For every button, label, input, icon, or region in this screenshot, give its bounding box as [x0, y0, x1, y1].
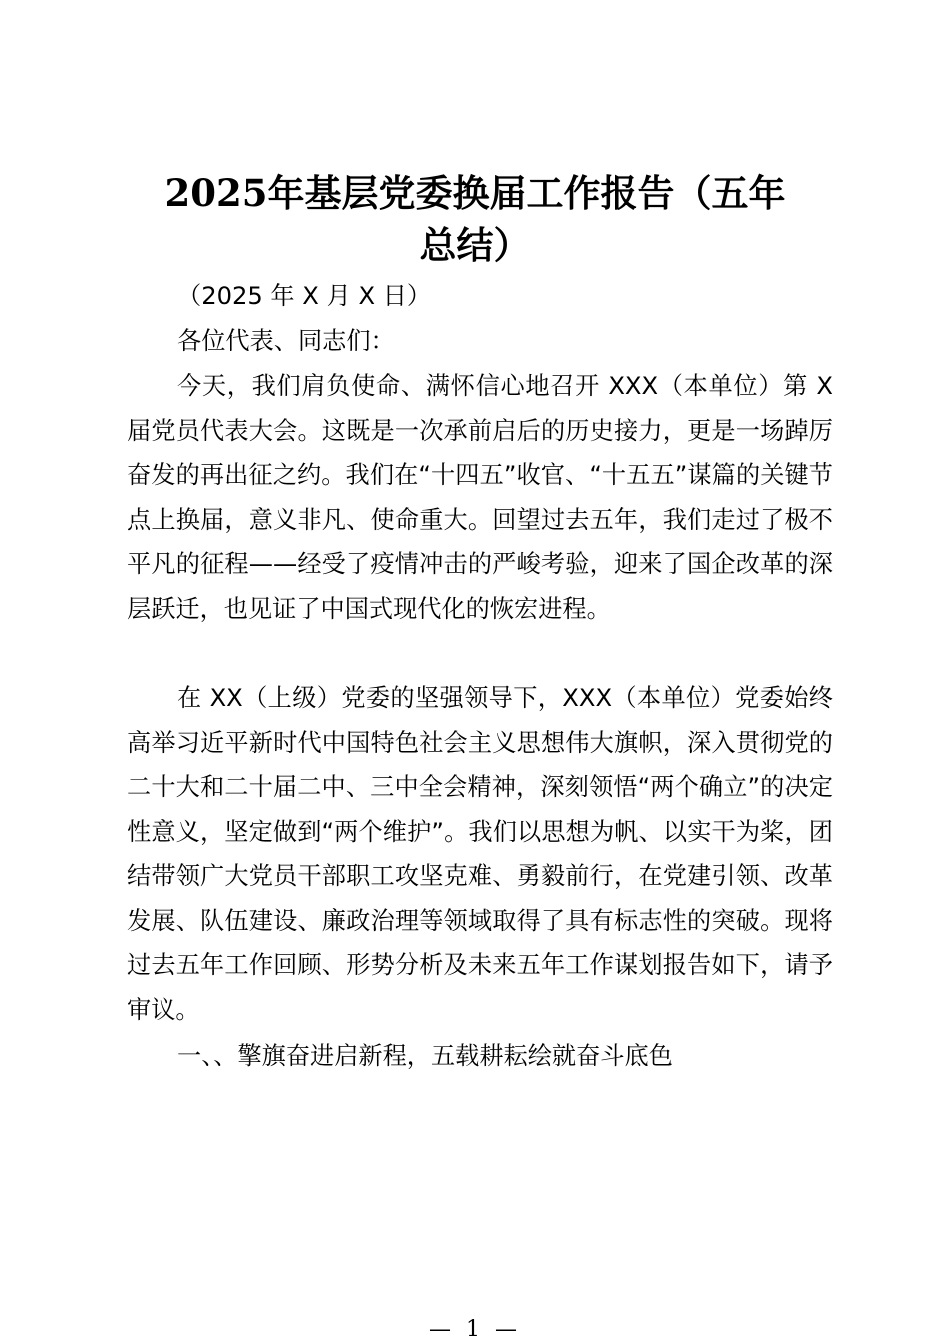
page-number: — 1 — [429, 1317, 521, 1342]
greeting: 各位代表、同志们： [177, 327, 395, 355]
report-date: （2025 年 X 月 X 日） [177, 282, 432, 310]
document-title-line2: 总结） [419, 223, 531, 267]
document-title-line1: 2025年基层党委换届工作报告（五年 [164, 171, 786, 215]
paragraph-leadership: 在 XX（上级）党委的坚强领导下，XXX（本单位）党委始终高举习近平新时代中国特色社会主义思想伟大旗帜，深入贯彻党的二十大和二十届二中、三中全会精神，深刻领悟“两个确立”的决定性意义，坚定做到“两个维护”。我们以思想为帆、以实干为桨，团结带领广大党员干部职工攻坚克难、勇毅前行，在党建引领、改革发展、队伍建设、廉政治理等领域取得了具有标志性的突破。现将过去五年工作回顾、形势分析及未来五年工作谋划报告如下，请予审议。 [127, 684, 833, 1024]
section-heading-1: 一、、擎旗奋进启新程，五载耕耘绘就奋斗底色 [177, 1042, 673, 1070]
paragraph-intro: 今天，我们肩负使命、满怀信心地召开 XXX（本单位）第 X 届党员代表大会。这既是一次承前启后的历史接力，更是一场踔厉奋发的再出征之约。我们在“十四五”收官、“十五五”谋篇的关键节点上换届，意义非凡、使命重大。回望过去五年，我们走过了极不平凡的征程——经受了疫情冲击的严峻考验，迎来了国企改革的深层跃迁，也见证了中国式现代化的恢宏进程。 [127, 372, 833, 623]
